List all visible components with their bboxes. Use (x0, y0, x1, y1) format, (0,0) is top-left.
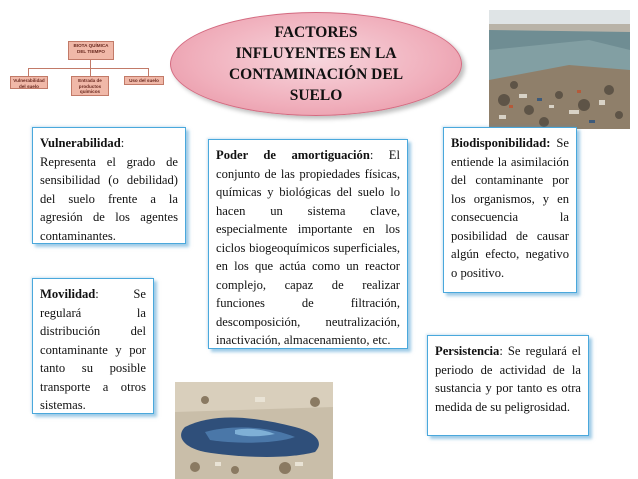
card-term: Persistencia (435, 344, 500, 358)
card-term: Poder de amortiguación (216, 148, 370, 162)
card-vulnerabilidad (32, 127, 186, 244)
card-term: Biodisponibilidad: (451, 136, 551, 150)
diagram-child-node: Entrada de productos químicos (71, 76, 109, 96)
diagram-child-node: Vulnerabilidad del suelo (10, 76, 48, 89)
card-term: Movilidad (40, 287, 96, 301)
page-title: FACTORES INFLUYENTES EN LA CONTAMINACIÓN DEL SUELO (228, 24, 404, 104)
diagram-child-node: Uso del suelo (124, 76, 164, 85)
diagram-connector (148, 68, 149, 76)
diagram-connector (28, 68, 148, 69)
card-persistencia (427, 335, 589, 436)
card-text: Se entiende la asimilación del contaminante por los organismos, y en consecuencia la posibilidad de causar algún efecto, negativo o positivo. (451, 136, 569, 280)
card-movilidad (32, 278, 154, 414)
card-text: : Representa el grado de sensibilidad (o debilidad) del suelo frente a la agresión de los agentes contaminantes. (40, 136, 178, 243)
card-text: : Se regulará la distribución del contaminante y por tanto su posible transporte a otros sistemas. (40, 287, 146, 412)
card-text: : El conjunto de las propiedades físicas, químicas y biológicas del suelo lo hacen un sistema clave, especialmente importante en los ciclos biogeoquímicos superficiales, en los que actúa como un reactor complejo, capaz de realizar funciones de filtración, descomposición, neutralización, inactivación, almacenamiento, etc. (216, 148, 400, 347)
polluted-shore-photo (489, 10, 630, 129)
card-text: : Se regulará el periodo de actividad de la sustancia y por tanto es otra medida de su peligrosidad. (435, 344, 581, 414)
card-amortiguacion (208, 139, 408, 349)
title-oval (170, 12, 462, 116)
contaminated-ground-photo (175, 382, 333, 479)
diagram-connector (90, 68, 91, 76)
diagram-connector (28, 68, 29, 76)
diagram-root-node: BIOTA QUÍMICA DEL TIEMPO (68, 41, 114, 60)
card-term: Vulnerabilidad (40, 136, 121, 150)
mini-concept-diagram (8, 38, 166, 103)
card-biodisponibilidad (443, 127, 577, 293)
